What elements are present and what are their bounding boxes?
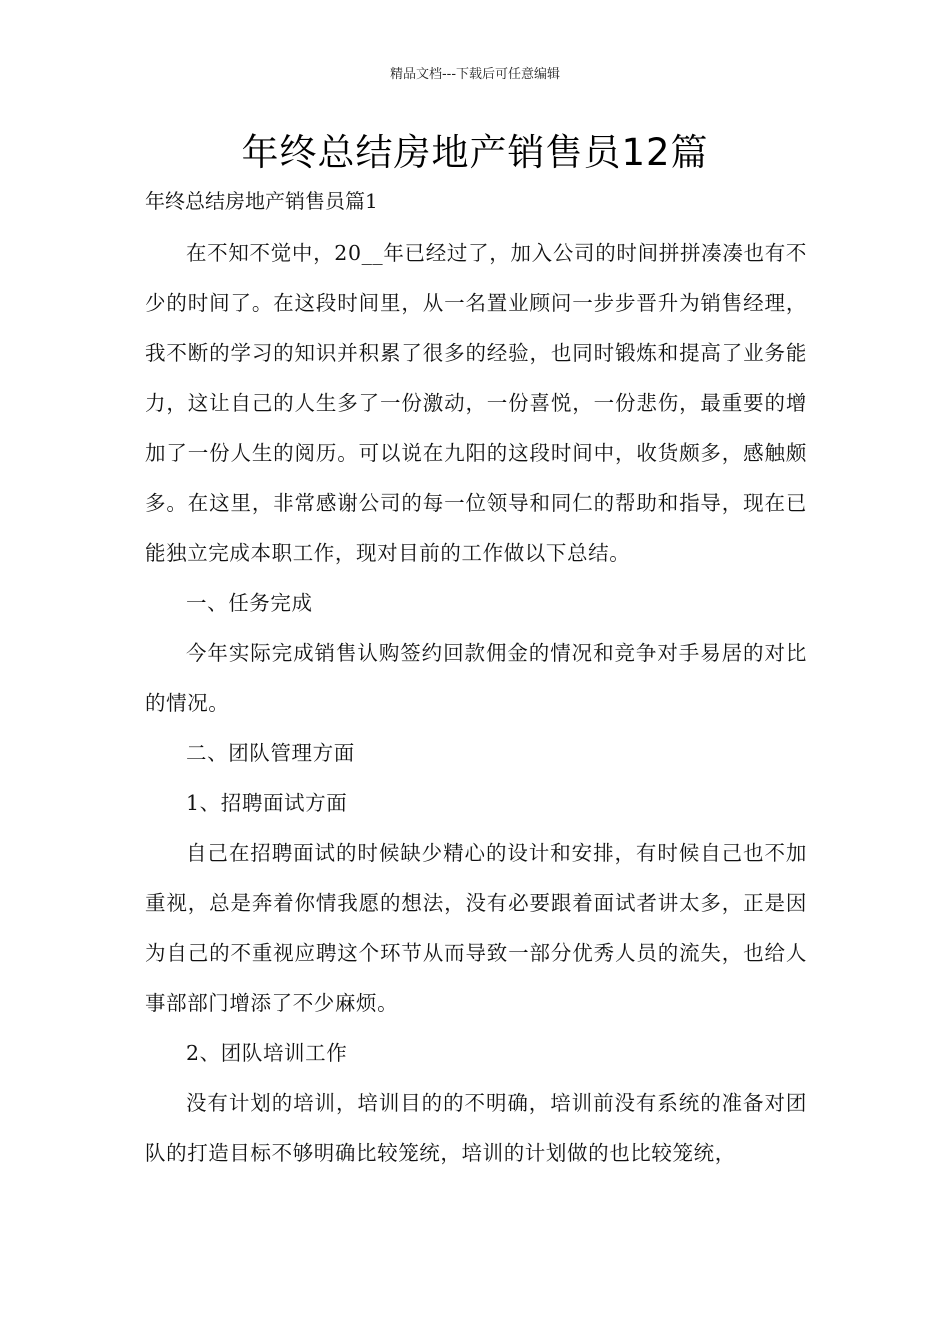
section-heading: 一、任务完成	[186, 591, 313, 615]
subsection-heading: 2、团队培训工作	[186, 1041, 348, 1065]
paragraph: 今年实际完成销售认购签约回款佣金的情况和竞争对手易居的对比的情况。	[145, 641, 807, 715]
header-note: 精品文档---下载后可任意编辑	[389, 67, 561, 82]
section-subtitle: 年终总结房地产销售员篇1	[145, 189, 378, 213]
paragraph: 没有计划的培训，培训目的的不明确，培训前没有系统的准备对团队的打造目标不够明确比较笼统，培训的计划做的也比较笼统，	[145, 1091, 807, 1165]
paragraph: 自己在招聘面试的时候缺少精心的设计和安排，有时候自己也不加重视，总是奔着你情我愿的想法，没有必要跟着面试者讲太多，正是因为自己的不重视应聘这个环节从而导致一部分优秀人员的流失，也给人事部部门增添了不少麻烦。	[145, 841, 807, 1015]
document-title: 年终总结房地产销售员12篇	[241, 131, 709, 174]
paragraph: 在不知不觉中，20__年已经过了，加入公司的时间拼拼凑凑也有不少的时间了。在这段时间里，从一名置业顾问一步步晋升为销售经理，我不断的学习的知识并积累了很多的经验，也同时锻炼和提高了业务能力，这让自己的人生多了一份激动，一份喜悦，一份悲伤，最重要的增加了一份人生的阅历。可以说在九阳的这段时间中，收货颇多，感触颇多。在这里，非常感谢公司的每一位领导和同仁的帮助和指导，现在已能独立完成本职工作，现对目前的工作做以下总结。	[145, 241, 807, 565]
section-heading: 二、团队管理方面	[186, 741, 355, 765]
subsection-heading: 1、招聘面试方面	[186, 791, 348, 815]
document-body	[145, 228, 807, 1178]
